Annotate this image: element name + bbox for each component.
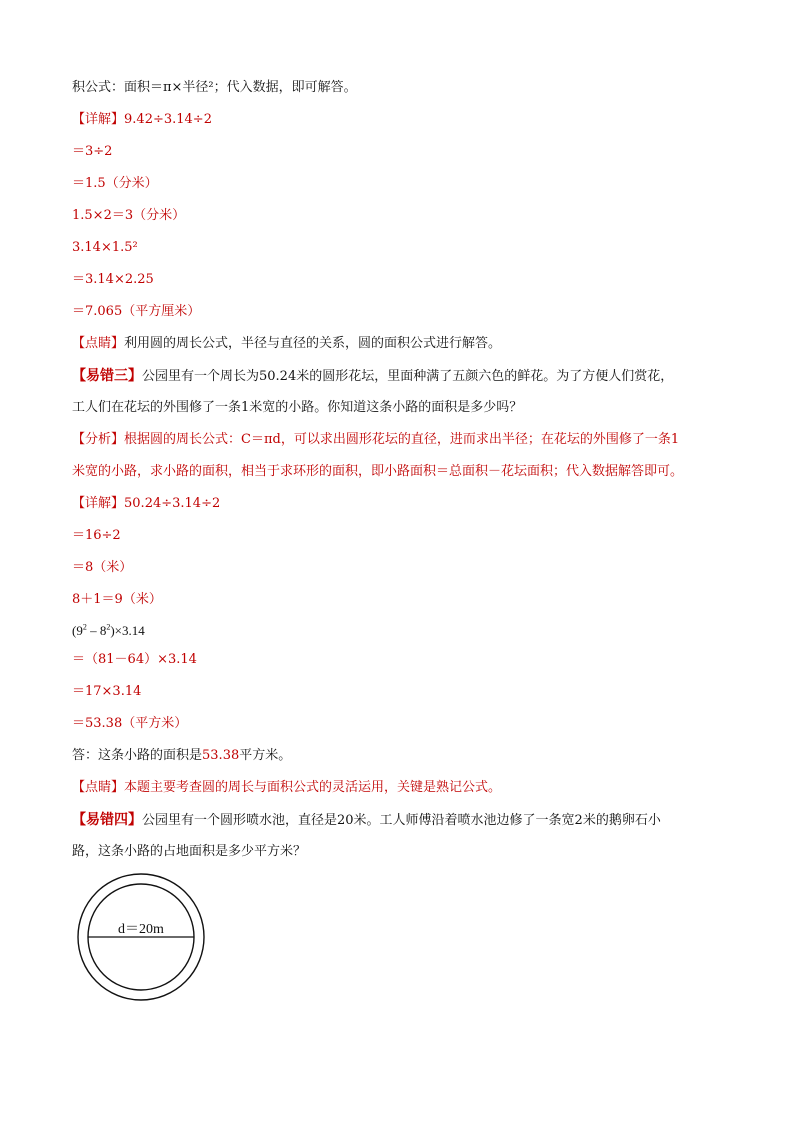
calc-line: ＝3÷2	[72, 144, 113, 159]
exponent: 2	[106, 622, 111, 632]
analysis-tag: 【分析】	[72, 432, 125, 447]
detail-tag: 【详解】	[72, 496, 125, 511]
formula-part: (9	[72, 623, 83, 638]
calc-line: ＝3.14×2.25	[72, 272, 154, 287]
comment-text: 利用圆的周长公式，半径与直径的关系，圆的面积公式进行解答。	[124, 336, 502, 351]
answer-line	[72, 746, 291, 766]
comment-line	[72, 778, 501, 798]
solution-header	[72, 494, 220, 514]
analysis-text: 根据圆的周长公式：C＝πd，可以求出圆形花坛的直径，进而求出半径；在花坛的外围修了一条1	[124, 432, 680, 447]
analysis-line	[72, 430, 732, 450]
calc-line: 9.42÷3.14÷2	[124, 112, 212, 127]
calc-line: 50.24÷3.14÷2	[124, 496, 221, 511]
calc-line: ＝16÷2	[72, 528, 121, 543]
answer-text: 答：这条小路的面积是	[72, 748, 203, 763]
answer-unit: 平方米。	[239, 748, 292, 763]
detail-tag: 【详解】	[72, 112, 125, 127]
calc-line: 1.5×2＝3（分米）	[72, 208, 186, 223]
question-line	[72, 810, 732, 831]
answer-value: 53.38	[202, 748, 240, 763]
calc-line: ＝7.065（平方厘米）	[72, 304, 201, 319]
formula-part: )×3.14	[110, 623, 145, 638]
question-text: 公园里有一个圆形喷水池，直径是20米。工人师傅沿着喷水池边修了一条宽2米的鹅卵石小	[142, 813, 661, 828]
question-tag: 【易错三】	[72, 368, 142, 384]
calc-line: 8＋1＝9（米）	[72, 592, 162, 607]
solution-header	[72, 110, 212, 130]
calc-line: ＝53.38（平方米）	[72, 716, 188, 731]
ring-path-figure	[76, 872, 206, 1002]
question-tag: 【易错四】	[72, 812, 142, 828]
text-line: 积公式：面积＝π×半径²；代入数据，即可解答。	[72, 80, 357, 95]
analysis-text: 米宽的小路，求小路的面积，相当于求环形的面积，即小路面积＝总面积－花坛面积；代入数据解答即可。	[72, 464, 684, 479]
diameter-label: d＝20m	[118, 922, 164, 937]
comment-tag: 【点睛】	[72, 336, 125, 351]
formula-part: – 8	[86, 623, 107, 638]
calc-line: ＝17×3.14	[72, 684, 142, 699]
exponent: 2	[82, 622, 87, 632]
calc-line: ＝（81－64）×3.14	[72, 652, 197, 667]
comment-line	[72, 334, 501, 354]
calc-line: ＝8（米）	[72, 560, 133, 575]
comment-tag: 【点睛】	[72, 780, 125, 795]
comment-text: 本题主要考查圆的周长与面积公式的灵活运用，关键是熟记公式。	[124, 780, 502, 795]
formula-line	[72, 621, 145, 641]
calc-line: 3.14×1.5²	[72, 240, 138, 255]
question-text: 工人们在花坛的外围修了一条1米宽的小路。你知道这条小路的面积是多少吗？	[72, 400, 523, 415]
question-text: 公园里有一个周长为50.24米的圆形花坛，里面种满了五颜六色的鲜花。为了方便人们赏花，	[142, 369, 674, 384]
calc-line: ＝1.5（分米）	[72, 176, 158, 191]
question-line	[72, 366, 732, 387]
question-text: 路，这条小路的占地面积是多少平方米？	[72, 844, 307, 859]
